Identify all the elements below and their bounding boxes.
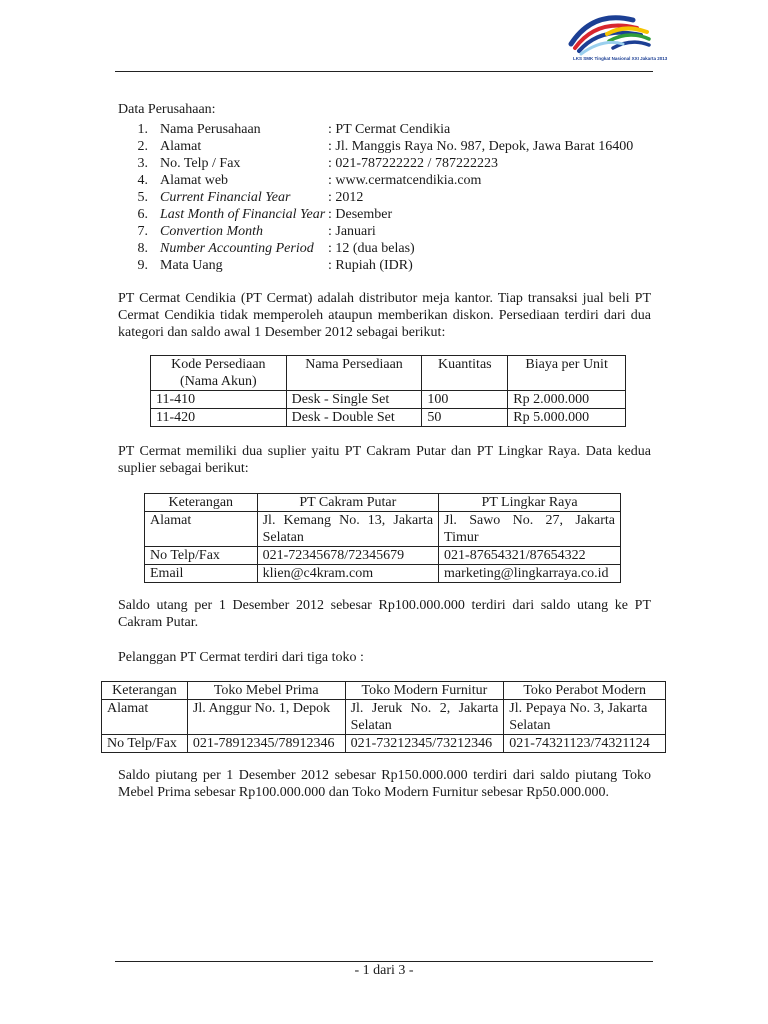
- table-cell: Alamat: [145, 512, 258, 547]
- table-cell: 021-87654321/87654322: [439, 547, 621, 565]
- table-row: [145, 547, 621, 565]
- company-list-item: [118, 156, 658, 173]
- list-item-label: Current Financial Year: [160, 190, 291, 205]
- inventory-table: [150, 355, 626, 427]
- list-item-number: 5.: [137, 190, 148, 205]
- table-cell: Rp 5.000.000: [508, 409, 626, 427]
- paragraph-customers-intro: Pelanggan PT Cermat terdiri dari tiga toko :: [118, 650, 364, 665]
- list-item-number: 1.: [137, 122, 148, 137]
- header-cell: PT Cakram Putar: [257, 494, 438, 512]
- customers-table: [101, 681, 666, 753]
- table-cell: 11-420: [151, 409, 287, 427]
- company-list-item: [118, 173, 658, 190]
- table-row: [151, 409, 626, 427]
- company-section-title: Data Perusahaan:: [118, 102, 216, 117]
- table-header-row: [145, 494, 621, 512]
- header-cell: Toko Perabot Modern: [504, 682, 666, 700]
- header-cell: PT Lingkar Raya: [439, 494, 621, 512]
- table-cell: 100: [422, 391, 508, 409]
- table-header-row: [151, 356, 626, 391]
- table-cell: Email: [145, 565, 258, 583]
- page-number: - 1 dari 3 -: [354, 963, 414, 978]
- logo: [563, 8, 668, 70]
- list-item-number: 3.: [137, 156, 148, 171]
- list-item-value: : Januari: [328, 224, 376, 239]
- list-item-label: No. Telp / Fax: [160, 156, 241, 171]
- table-cell: Desk - Single Set: [286, 391, 422, 409]
- list-item-value: : Jl. Manggis Raya No. 987, Depok, Jawa Barat 16400: [328, 139, 634, 154]
- list-item-label: Last Month of Financial Year: [160, 207, 326, 222]
- header-cell: Kuantitas: [422, 356, 508, 391]
- header-cell: Nama Persediaan: [286, 356, 422, 391]
- table-cell: Desk - Double Set: [286, 409, 422, 427]
- list-item-label: Number Accounting Period: [160, 241, 314, 256]
- header-cell: Toko Mebel Prima: [187, 682, 345, 700]
- company-list-item: [118, 190, 658, 207]
- table-cell: Jl. Jeruk No. 2, Jakarta Selatan: [345, 700, 504, 735]
- list-item-number: 2.: [137, 139, 148, 154]
- list-item-number: 4.: [137, 173, 148, 188]
- table-cell: klien@c4kram.com: [257, 565, 438, 583]
- footer-rule: [115, 961, 653, 962]
- header-cell: Biaya per Unit: [508, 356, 626, 391]
- logo-caption: LKS SMK Tingkat Nasional XXI Jakarta 2013: [573, 56, 668, 61]
- header-cell: Keterangan: [145, 494, 258, 512]
- list-item-label: Alamat: [160, 139, 202, 154]
- table-cell: marketing@lingkarraya.co.id: [439, 565, 621, 583]
- company-list-item: [118, 139, 658, 156]
- table-cell: 11-410: [151, 391, 287, 409]
- list-item-number: 8.: [137, 241, 148, 256]
- list-item-label: Mata Uang: [160, 258, 223, 273]
- list-item-number: 9.: [137, 258, 148, 273]
- table-row: [102, 735, 666, 753]
- table-cell: Alamat: [102, 700, 188, 735]
- paragraph-suppliers-intro: PT Cermat memiliki dua suplier yaitu PT Cakram Putar dan PT Lingkar Raya. Data kedua suplier sebagai berikut:: [118, 444, 651, 476]
- company-list-item: [118, 258, 658, 275]
- table-cell: 021-78912345/78912346: [187, 735, 345, 753]
- list-item-value: : www.cermatcendikia.com: [328, 173, 482, 188]
- list-item-label: Convertion Month: [160, 224, 264, 239]
- list-item-value: : 2012: [328, 190, 364, 205]
- table-cell: Jl. Anggur No. 1, Depok: [187, 700, 345, 735]
- list-item-label: Alamat web: [160, 173, 229, 188]
- header-cell: Kode Persediaan (Nama Akun): [151, 356, 287, 391]
- list-item-value: : Desember: [328, 207, 393, 222]
- company-list-item: [118, 241, 658, 258]
- paragraph-receivables: Saldo piutang per 1 Desember 2012 sebesar Rp150.000.000 terdiri dari saldo piutang Toko Mebel Prima sebesar Rp100.000.000 dan Toko Modern Furnitur sebesar Rp50.000.000.: [118, 768, 651, 800]
- table-cell: 021-72345678/72345679: [257, 547, 438, 565]
- table-cell: 021-73212345/73212346: [345, 735, 504, 753]
- table-row: [145, 565, 621, 583]
- header-rule: [115, 71, 653, 72]
- table-cell: Jl. Kemang No. 13, Jakarta Selatan: [257, 512, 438, 547]
- table-cell: Jl. Pepaya No. 3, Jakarta Selatan: [504, 700, 666, 735]
- paragraph-payables: Saldo utang per 1 Desember 2012 sebesar Rp100.000.000 terdiri dari saldo utang ke PT Cakram Putar.: [118, 598, 651, 630]
- table-cell: No Telp/Fax: [102, 735, 188, 753]
- table-row: [151, 391, 626, 409]
- table-row: [145, 512, 621, 547]
- table-cell: 50: [422, 409, 508, 427]
- table-cell: No Telp/Fax: [145, 547, 258, 565]
- company-list-item: [118, 224, 658, 241]
- list-item-label: Nama Perusahaan: [160, 122, 261, 137]
- suppliers-table: [144, 493, 621, 583]
- table-cell: 021-74321123/74321124: [504, 735, 666, 753]
- header-cell: Keterangan: [102, 682, 188, 700]
- table-header-row: [102, 682, 666, 700]
- list-item-number: 7.: [137, 224, 148, 239]
- company-list-item: [118, 207, 658, 224]
- list-item-value: : Rupiah (IDR): [328, 258, 413, 273]
- company-list-item: [118, 122, 658, 139]
- list-item-value: : PT Cermat Cendikia: [328, 122, 451, 137]
- list-item-value: : 12 (dua belas): [328, 241, 415, 256]
- rainbow-arc-logo-icon: [563, 8, 655, 58]
- table-cell: Rp 2.000.000: [508, 391, 626, 409]
- list-item-number: 6.: [137, 207, 148, 222]
- header-cell: Toko Modern Furnitur: [345, 682, 504, 700]
- list-item-value: : 021-787222222 / 787222223: [328, 156, 498, 171]
- paragraph-company-description: PT Cermat Cendikia (PT Cermat) adalah distributor meja kantor. Tiap transaksi jual beli PT Cermat Cendikia tidak memperoleh ataupun memberikan diskon. Persediaan terdiri dari dua kategori dan saldo awal 1 Desember 2012 sebagai berikut:: [118, 291, 651, 340]
- table-row: [102, 700, 666, 735]
- table-cell: Jl. Sawo No. 27, Jakarta Timur: [439, 512, 621, 547]
